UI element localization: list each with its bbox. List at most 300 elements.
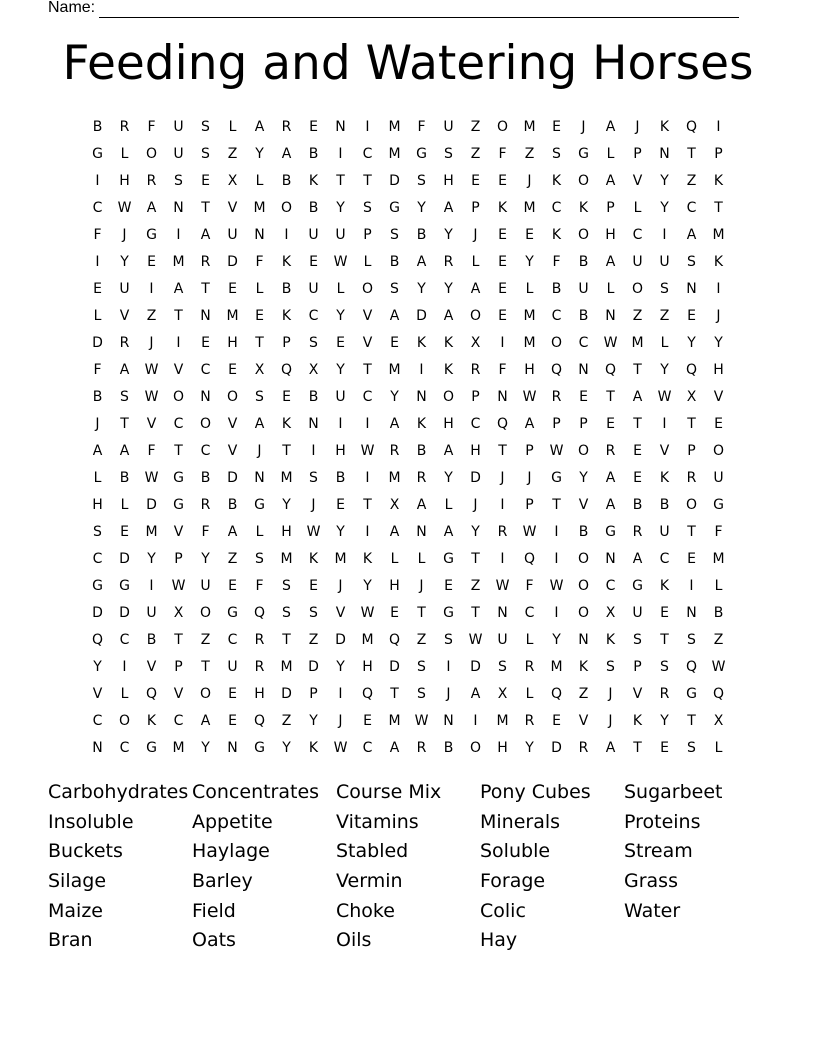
grid-letter: L	[255, 280, 264, 297]
grid-letter: Q	[253, 712, 266, 729]
grid-letter: I	[554, 550, 559, 567]
grid-letter: N	[200, 388, 211, 405]
grid-letter: S	[687, 253, 696, 270]
grid-letter: H	[335, 442, 346, 459]
grid-letter: L	[390, 550, 399, 567]
grid-letter: J	[311, 496, 316, 513]
grid-letter: N	[578, 631, 589, 648]
word-bank-item: Colic	[480, 899, 526, 922]
grid-letter: K	[551, 226, 562, 243]
grid-letter: U	[632, 604, 643, 621]
grid-letter: Z	[632, 307, 643, 324]
grid-letter: G	[146, 739, 157, 756]
grid-letter: D	[119, 550, 130, 567]
grid-letter: S	[255, 388, 264, 405]
grid-letter: Z	[470, 118, 481, 135]
grid-letter: A	[470, 685, 481, 702]
grid-letter: T	[687, 415, 696, 432]
grid-letter: G	[254, 739, 265, 756]
grid-letter: A	[605, 172, 616, 189]
grid-letter: Y	[714, 334, 723, 351]
grid-row	[84, 167, 732, 194]
grid-letter: K	[443, 334, 454, 351]
grid-letter: Z	[200, 631, 211, 648]
grid-letter: I	[176, 226, 181, 243]
grid-letter: W	[657, 388, 672, 405]
grid-letter: I	[365, 469, 370, 486]
grid-letter: R	[146, 172, 157, 189]
grid-letter: G	[119, 577, 130, 594]
word-bank-item: Appetite	[192, 810, 273, 833]
grid-letter: K	[713, 172, 724, 189]
grid-letter: B	[146, 631, 157, 648]
grid-letter: L	[120, 685, 129, 702]
grid-letter: X	[389, 496, 400, 513]
grid-letter: S	[417, 658, 426, 675]
grid-letter: D	[281, 685, 292, 702]
grid-row	[84, 518, 732, 545]
grid-letter: W	[495, 577, 510, 594]
grid-letter: E	[363, 712, 372, 729]
grid-letter: W	[468, 631, 483, 648]
grid-letter: A	[389, 307, 400, 324]
grid-letter: V	[362, 334, 373, 351]
grid-letter: R	[281, 118, 292, 135]
grid-letter: W	[333, 253, 348, 270]
grid-letter: S	[606, 658, 615, 675]
grid-letter: W	[171, 577, 186, 594]
grid-letter: I	[500, 334, 505, 351]
grid-letter: A	[389, 739, 400, 756]
grid-letter: I	[338, 685, 343, 702]
grid-letter: Y	[417, 280, 426, 297]
grid-letter: O	[118, 712, 131, 729]
grid-letter: L	[525, 631, 534, 648]
grid-letter: R	[119, 334, 130, 351]
grid-letter: O	[712, 442, 725, 459]
grid-letter: A	[227, 523, 238, 540]
grid-row	[84, 653, 732, 680]
grid-letter: M	[253, 199, 266, 216]
grid-letter: F	[93, 361, 102, 378]
grid-letter: B	[416, 226, 427, 243]
grid-letter: L	[633, 199, 642, 216]
grid-letter: C	[308, 307, 319, 324]
grid-letter: Q	[280, 361, 293, 378]
grid-letter: S	[633, 631, 642, 648]
grid-letter: E	[498, 172, 507, 189]
grid-letter: S	[309, 334, 318, 351]
grid-letter: B	[308, 199, 319, 216]
grid-letter: S	[363, 199, 372, 216]
grid-letter: A	[200, 226, 211, 243]
grid-letter: M	[280, 550, 293, 567]
grid-letter: S	[660, 658, 669, 675]
grid-letter: T	[255, 334, 264, 351]
grid-letter: J	[716, 307, 721, 324]
grid-letter: P	[525, 496, 534, 513]
grid-letter: E	[444, 577, 453, 594]
grid-letter: M	[388, 145, 401, 162]
grid-letter: K	[281, 253, 292, 270]
grid-letter: A	[524, 415, 535, 432]
grid-letter: S	[174, 172, 183, 189]
grid-row	[84, 464, 732, 491]
grid-row	[84, 734, 732, 761]
grid-letter: A	[605, 253, 616, 270]
grid-letter: J	[149, 334, 154, 351]
grid-letter: P	[471, 199, 480, 216]
grid-letter: U	[308, 280, 319, 297]
grid-letter: G	[227, 604, 238, 621]
grid-letter: T	[687, 712, 696, 729]
grid-letter: R	[254, 658, 265, 675]
grid-letter: O	[577, 442, 590, 459]
grid-letter: T	[606, 388, 615, 405]
grid-letter: P	[174, 658, 183, 675]
grid-letter: K	[362, 550, 373, 567]
grid-letter: Y	[444, 469, 453, 486]
grid-letter: Y	[255, 145, 264, 162]
word-bank-item: Bran	[48, 929, 93, 952]
grid-letter: B	[632, 496, 643, 513]
grid-letter: S	[687, 631, 696, 648]
grid-letter: C	[119, 739, 130, 756]
grid-letter: D	[92, 604, 103, 621]
grid-letter: N	[200, 307, 211, 324]
grid-letter: U	[632, 253, 643, 270]
grid-letter: X	[497, 685, 508, 702]
grid-letter: E	[498, 253, 507, 270]
grid-letter: Z	[227, 550, 238, 567]
grid-letter: T	[174, 442, 183, 459]
grid-letter: W	[144, 361, 159, 378]
word-bank-item: Vitamins	[336, 810, 419, 833]
grid-letter: I	[554, 523, 559, 540]
grid-letter: F	[525, 577, 534, 594]
grid-letter: V	[227, 415, 238, 432]
grid-letter: G	[92, 145, 103, 162]
grid-letter: A	[254, 118, 265, 135]
grid-letter: Y	[417, 199, 426, 216]
grid-letter: H	[443, 172, 454, 189]
grid-letter: C	[362, 145, 373, 162]
grid-letter: O	[577, 226, 590, 243]
grid-letter: C	[92, 550, 103, 567]
grid-letter: T	[633, 739, 642, 756]
grid-letter: C	[92, 712, 103, 729]
grid-letter: Q	[145, 685, 158, 702]
grid-letter: E	[336, 496, 345, 513]
grid-letter: C	[578, 334, 589, 351]
grid-letter: H	[254, 685, 265, 702]
grid-letter: K	[713, 253, 724, 270]
grid-letter: X	[308, 361, 319, 378]
grid-letter: K	[416, 415, 427, 432]
word-bank-item: Forage	[480, 870, 546, 893]
grid-letter: C	[92, 199, 103, 216]
grid-letter: E	[201, 334, 210, 351]
grid-letter: G	[443, 604, 454, 621]
grid-letter: U	[227, 226, 238, 243]
grid-row	[84, 491, 732, 518]
grid-letter: D	[227, 253, 238, 270]
grid-letter: J	[635, 118, 640, 135]
grid-letter: I	[149, 577, 154, 594]
letter-grid	[84, 113, 732, 761]
grid-letter: T	[363, 496, 372, 513]
grid-letter: K	[659, 469, 670, 486]
grid-letter: E	[552, 118, 561, 135]
grid-letter: T	[633, 415, 642, 432]
grid-letter: O	[145, 145, 158, 162]
grid-letter: H	[713, 361, 724, 378]
grid-letter: G	[578, 145, 589, 162]
grid-letter: Y	[147, 550, 156, 567]
grid-letter: V	[713, 388, 724, 405]
grid-letter: A	[389, 523, 400, 540]
grid-letter: J	[581, 118, 586, 135]
grid-letter: L	[714, 739, 723, 756]
grid-letter: M	[631, 334, 644, 351]
grid-letter: N	[497, 388, 508, 405]
grid-letter: D	[308, 658, 319, 675]
grid-letter: B	[335, 469, 346, 486]
grid-letter: R	[119, 118, 130, 135]
grid-row	[84, 221, 732, 248]
grid-letter: O	[280, 199, 293, 216]
grid-letter: R	[659, 685, 670, 702]
grid-letter: T	[714, 199, 723, 216]
grid-letter: T	[363, 361, 372, 378]
grid-letter: O	[199, 415, 212, 432]
grid-letter: E	[579, 388, 588, 405]
grid-letter: Q	[604, 361, 617, 378]
grid-letter: B	[92, 118, 103, 135]
grid-letter: B	[578, 523, 589, 540]
grid-letter: S	[93, 523, 102, 540]
grid-letter: Z	[470, 577, 481, 594]
grid-letter: U	[659, 253, 670, 270]
grid-letter: F	[147, 442, 156, 459]
grid-letter: T	[363, 172, 372, 189]
grid-letter: X	[254, 361, 265, 378]
word-bank-item: Oils	[336, 929, 372, 952]
grid-letter: V	[659, 442, 670, 459]
grid-letter: D	[389, 172, 400, 189]
grid-letter: Q	[253, 604, 266, 621]
grid-letter: K	[146, 712, 157, 729]
grid-letter: N	[686, 604, 697, 621]
grid-letter: Y	[201, 739, 210, 756]
grid-letter: M	[226, 307, 239, 324]
grid-letter: W	[360, 604, 375, 621]
grid-letter: L	[93, 469, 102, 486]
grid-letter: X	[713, 712, 724, 729]
grid-letter: E	[390, 604, 399, 621]
grid-letter: M	[388, 361, 401, 378]
grid-letter: T	[201, 280, 210, 297]
grid-letter: T	[633, 361, 642, 378]
grid-letter: T	[687, 523, 696, 540]
grid-letter: U	[578, 280, 589, 297]
grid-letter: P	[714, 145, 723, 162]
grid-letter: I	[500, 496, 505, 513]
grid-letter: Y	[579, 469, 588, 486]
word-bank-item: Proteins	[624, 810, 701, 833]
grid-letter: K	[605, 631, 616, 648]
grid-letter: G	[713, 496, 724, 513]
grid-letter: B	[281, 280, 292, 297]
grid-row	[84, 140, 732, 167]
grid-letter: D	[470, 658, 481, 675]
grid-letter: A	[470, 280, 481, 297]
grid-letter: V	[173, 685, 184, 702]
grid-letter: G	[92, 577, 103, 594]
grid-letter: R	[470, 361, 481, 378]
grid-letter: R	[632, 523, 643, 540]
grid-letter: A	[605, 739, 616, 756]
grid-letter: S	[660, 280, 669, 297]
grid-letter: E	[390, 334, 399, 351]
grid-letter: C	[551, 307, 562, 324]
grid-letter: F	[147, 118, 156, 135]
grid-letter: G	[173, 496, 184, 513]
grid-letter: P	[579, 415, 588, 432]
grid-letter: C	[173, 415, 184, 432]
grid-letter: K	[308, 550, 319, 567]
grid-letter: K	[659, 577, 670, 594]
grid-letter: S	[444, 145, 453, 162]
grid-letter: V	[146, 415, 157, 432]
grid-letter: O	[199, 685, 212, 702]
grid-letter: Y	[336, 361, 345, 378]
grid-letter: Z	[416, 631, 427, 648]
grid-letter: Y	[687, 334, 696, 351]
grid-row	[84, 194, 732, 221]
grid-letter: E	[228, 577, 237, 594]
grid-letter: C	[632, 226, 643, 243]
grid-letter: S	[444, 631, 453, 648]
grid-letter: V	[227, 199, 238, 216]
grid-letter: I	[662, 415, 667, 432]
grid-letter: Z	[524, 145, 535, 162]
grid-letter: B	[416, 442, 427, 459]
grid-letter: E	[228, 280, 237, 297]
grid-letter: J	[95, 415, 100, 432]
grid-letter: J	[419, 577, 424, 594]
grid-letter: L	[255, 523, 264, 540]
grid-letter: D	[92, 334, 103, 351]
grid-letter: I	[122, 658, 127, 675]
grid-letter: K	[551, 172, 562, 189]
grid-letter: C	[470, 415, 481, 432]
grid-letter: O	[577, 577, 590, 594]
grid-letter: T	[687, 145, 696, 162]
grid-letter: W	[333, 739, 348, 756]
grid-letter: X	[605, 604, 616, 621]
word-bank-item: Oats	[192, 929, 236, 952]
grid-letter: L	[471, 253, 480, 270]
grid-letter: L	[417, 550, 426, 567]
grid-row	[84, 383, 732, 410]
grid-letter: E	[309, 118, 318, 135]
grid-letter: J	[338, 577, 343, 594]
grid-letter: V	[119, 307, 130, 324]
grid-letter: B	[200, 469, 211, 486]
grid-letter: I	[662, 226, 667, 243]
grid-letter: C	[551, 199, 562, 216]
grid-letter: T	[660, 631, 669, 648]
grid-letter: P	[174, 550, 183, 567]
grid-letter: S	[201, 118, 210, 135]
grid-letter: E	[525, 226, 534, 243]
grid-letter: Z	[578, 685, 589, 702]
grid-letter: N	[605, 307, 616, 324]
grid-letter: V	[173, 523, 184, 540]
grid-letter: A	[119, 442, 130, 459]
grid-letter: R	[200, 496, 211, 513]
grid-letter: K	[659, 118, 670, 135]
word-bank-item: Stabled	[336, 840, 409, 863]
grid-letter: H	[281, 523, 292, 540]
word-bank-item: Soluble	[480, 840, 551, 863]
grid-letter: T	[498, 442, 507, 459]
grid-letter: K	[308, 739, 319, 756]
grid-letter: O	[469, 739, 482, 756]
grid-letter: I	[446, 658, 451, 675]
grid-letter: T	[552, 496, 561, 513]
grid-letter: E	[498, 280, 507, 297]
grid-letter: J	[257, 442, 262, 459]
word-bank-item: Pony Cubes	[480, 781, 591, 803]
grid-letter: O	[361, 280, 374, 297]
grid-letter: B	[551, 280, 562, 297]
grid-letter: U	[497, 631, 508, 648]
grid-letter: Q	[361, 685, 374, 702]
grid-letter: A	[443, 523, 454, 540]
grid-letter: X	[227, 172, 238, 189]
grid-letter: A	[605, 469, 616, 486]
grid-letter: C	[200, 442, 211, 459]
grid-letter: L	[363, 253, 372, 270]
grid-letter: J	[527, 469, 532, 486]
grid-letter: L	[93, 307, 102, 324]
grid-letter: U	[146, 604, 157, 621]
grid-letter: W	[522, 523, 537, 540]
grid-letter: L	[606, 280, 615, 297]
page-title: Feeding and Watering Horses	[62, 36, 754, 91]
grid-letter: L	[228, 118, 237, 135]
grid-letter: O	[442, 388, 455, 405]
grid-letter: P	[525, 442, 534, 459]
grid-letter: I	[500, 550, 505, 567]
grid-letter: I	[473, 712, 478, 729]
grid-letter: A	[416, 253, 427, 270]
grid-letter: B	[281, 172, 292, 189]
grid-row	[84, 329, 732, 356]
grid-letter: P	[309, 685, 318, 702]
word-bank-item: Maize	[48, 899, 103, 922]
grid-letter: T	[471, 550, 480, 567]
grid-letter: S	[498, 658, 507, 675]
grid-letter: D	[227, 469, 238, 486]
grid-letter: U	[200, 577, 211, 594]
grid-letter: A	[443, 307, 454, 324]
grid-letter: O	[577, 172, 590, 189]
grid-letter: B	[443, 739, 454, 756]
grid-letter: R	[497, 523, 508, 540]
